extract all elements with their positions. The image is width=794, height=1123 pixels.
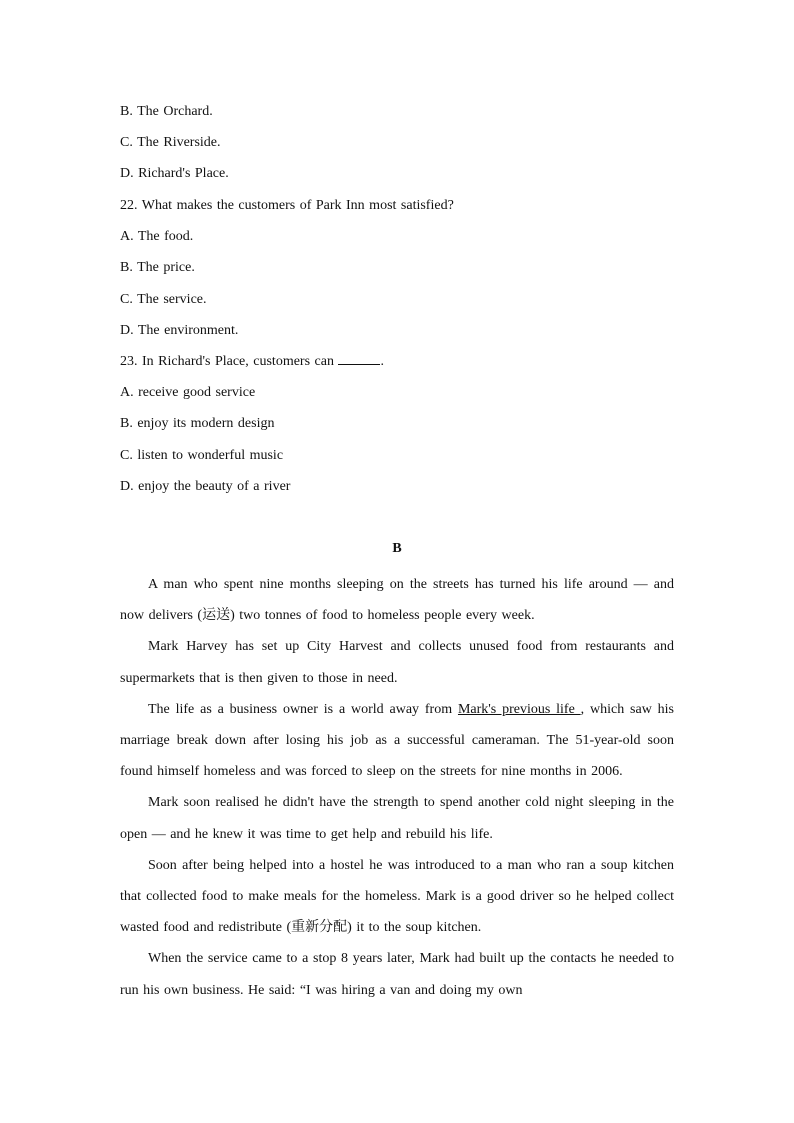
- passage-paragraph-6: When the service came to a stop 8 years later, Mark had built up the contacts he needed to run his own business. He said: “I was hiring a van and doing my own: [120, 951, 674, 998]
- q23-stem: [120, 352, 384, 372]
- paragraph-3-start: The life as a business owner is a world away from: [148, 701, 458, 717]
- passage-paragraph-3: [120, 694, 674, 788]
- passage-paragraph-2: Mark Harvey has set up City Harvest and collects unused food from restaurants and supermarkets that is then given to those in need.: [120, 639, 674, 686]
- passage-paragraph-1: A man who spent nine months sleeping on the streets has turned his life around — and now delivers (运送) two tonnes of food to homeless people every week.: [120, 577, 674, 624]
- q21-option-d: D. Richard's Place.: [120, 166, 229, 181]
- answer-blank: [338, 352, 380, 365]
- passage-paragraph-4: Mark soon realised he didn't have the strength to spend another cold night sleeping in the open — and he knew it was time to get help and rebuild his life.: [120, 795, 674, 842]
- underlined-phrase: Mark's previous life: [457, 701, 581, 717]
- paragraph-3-rest: , which saw his marriage break down after losing his job as a successful cameraman. The 51-year-old soon found himself homeless and was forced to sleep on the streets for nine months in 2006.: [120, 701, 674, 780]
- section-heading: B: [392, 541, 402, 556]
- q23-stem-text: 23. In Richard's Place, customers can: [120, 354, 334, 369]
- q21-option-b: B. The Orchard.: [120, 104, 213, 119]
- q22-option-b: B. The price.: [120, 260, 195, 275]
- q22-stem: 22. What makes the customers of Park Inn most satisfied?: [120, 198, 454, 213]
- q23-option-c: C. listen to wonderful music: [120, 448, 284, 463]
- passage-paragraph-5: Soon after being helped into a hostel he was introduced to a man who ran a soup kitchen that collected food to make meals for the homeless. Mark is a good driver so he helped collect wasted food and redistribute (重新分配) it to the soup kitchen.: [120, 857, 674, 936]
- q23-option-b: B. enjoy its modern design: [120, 416, 275, 431]
- q22-option-d: D. The environment.: [120, 323, 239, 338]
- q22-option-c: C. The service.: [120, 292, 207, 307]
- q22-option-a: A. The food.: [120, 229, 194, 244]
- q23-option-a: A. receive good service: [120, 385, 256, 400]
- q21-option-c: C. The Riverside.: [120, 135, 221, 150]
- q23-stem-end: .: [380, 354, 384, 369]
- q23-option-d: D. enjoy the beauty of a river: [120, 479, 291, 494]
- reading-passage: [120, 569, 674, 1006]
